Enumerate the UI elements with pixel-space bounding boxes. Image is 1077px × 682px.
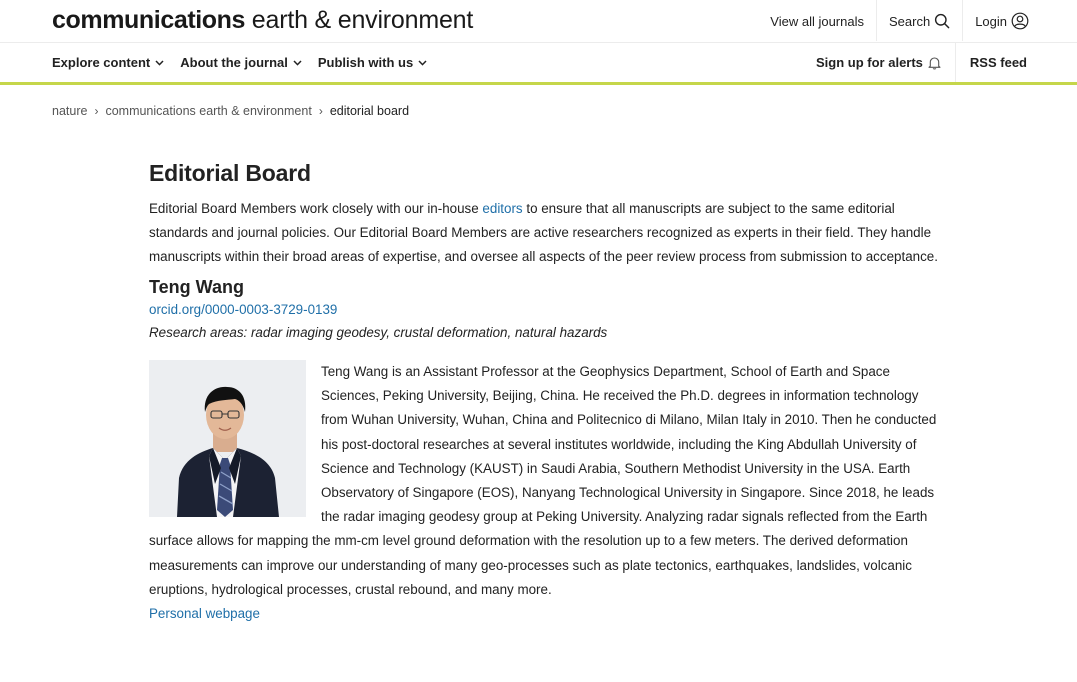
chevron-down-icon (293, 60, 302, 66)
page-title: Editorial Board (149, 160, 311, 186)
nav-explore-label: Explore content (52, 55, 151, 70)
brand-name-light: earth & environment (251, 6, 474, 34)
brand-name-bold: communications (52, 6, 246, 34)
chevron-right-icon: › (94, 104, 99, 118)
main-navigation (0, 43, 1077, 85)
nav-actions (816, 43, 1027, 82)
intro-text-end: to ensure that all manuscripts are subject to the same editorial standards and journal policies. Our Editorial Board Members are active researchers recognized as experts in their field. They handle manuscripts within their broad areas of expertise, and oversee all aspects of the peer review process from submission to acceptance. (149, 201, 938, 264)
intro-text-start: Editorial Board Members work closely with our in-house (149, 201, 483, 216)
nav-publish-label: Publish with us (317, 55, 414, 70)
chevron-down-icon (155, 60, 164, 66)
personal-webpage-link[interactable]: Personal webpage (149, 606, 260, 622)
divider (955, 43, 956, 82)
nav-menu (52, 55, 443, 70)
breadcrumb-current: editorial board (329, 104, 410, 118)
nav-about-label: About the journal (180, 55, 288, 70)
top-header (0, 0, 1077, 43)
login-button[interactable] (975, 12, 1029, 30)
breadcrumb (52, 104, 409, 118)
search-icon (934, 13, 950, 29)
alerts-label: Sign up for alerts (816, 55, 923, 70)
member-bio: Teng Wang is an Assistant Professor at the Geophysics Department, School of Earth and Space Sciences, Peking University, Beijing, China. He received the Ph.D. degrees in information technology from Wuhan University, Wuhan, China and Politecnico di Milano, Milan Italy in 2010. Then he conducted his post-doctoral researches at several institutes worldwide, including the King Abdullah University of Science and Technology (KAUST) in Saudi Arabia, Southern Methodist University in the USA. Earth Observatory of Singapore (EOS), Nanyang Technological University in Singapore. Since 2018, he leads the radar imaging geodesy group at Peking University. Analyzing radar signals reflected from the Earth surface allows for mapping the mm-cm level ground deformation with the resolution up to a few meters. The derived deformation measurements can improve our understanding of many geo-processes such as plate tectonics, earthquakes, landslides, volcanic eruptions, hydrological processes, crustal rebound, and many more. (149, 364, 937, 597)
sign-up-alerts-link[interactable] (816, 55, 941, 70)
editors-link[interactable]: editors (482, 201, 523, 216)
breadcrumb-journal[interactable]: communications earth & environment (105, 104, 312, 118)
user-icon (1011, 12, 1029, 30)
research-areas: Research areas: radar imaging geodesy, crustal deformation, natural hazards (149, 325, 608, 340)
top-utility-links (770, 10, 1029, 32)
view-all-journals-link[interactable]: View all journals (770, 13, 864, 29)
member-photo (149, 360, 306, 517)
nav-about-journal[interactable] (180, 55, 302, 70)
main-content (149, 158, 939, 626)
divider (876, 0, 877, 41)
rss-feed-link[interactable]: RSS feed (969, 55, 1027, 70)
nav-explore-content[interactable] (52, 55, 164, 70)
search-label: Search (888, 13, 931, 29)
journal-logo[interactable] (52, 4, 473, 36)
member-name: Teng Wang (149, 277, 244, 297)
breadcrumb-nature[interactable]: nature (52, 104, 88, 118)
login-label: Login (975, 13, 1007, 29)
chevron-down-icon (418, 60, 427, 66)
bell-icon (928, 56, 941, 70)
member-bio-section (149, 360, 939, 626)
orcid-link[interactable]: orcid.org/0000-0003-3729-0139 (149, 302, 338, 317)
divider (962, 0, 963, 41)
search-button[interactable] (889, 13, 950, 29)
intro-paragraph (149, 197, 939, 269)
chevron-right-icon: › (318, 104, 323, 118)
nav-publish-with-us[interactable] (318, 55, 427, 70)
